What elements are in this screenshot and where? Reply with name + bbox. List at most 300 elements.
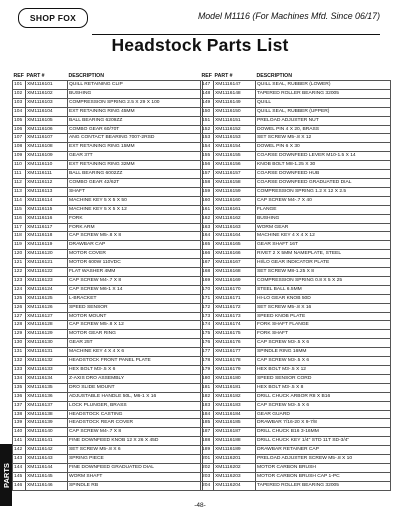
part-number-cell: XM1116103	[26, 98, 68, 107]
part-number-cell: XM1116159	[214, 187, 256, 196]
part-number-cell: XM1116158	[214, 178, 256, 187]
description-cell: TAPERED ROLLER BEARING 32005	[256, 89, 391, 98]
description-cell: DRILL CHUCK KEY 1/4" STD 11T SD-3/4"	[256, 437, 391, 446]
ref-cell: 111	[13, 170, 26, 179]
ref-cell: 119	[13, 241, 26, 250]
ref-cell: 163	[201, 223, 214, 232]
table-row	[13, 428, 203, 437]
table-row	[13, 170, 203, 179]
description-cell: GEAR 37T	[68, 152, 203, 161]
table-row	[201, 134, 391, 143]
part-number-cell: XM1116152	[214, 125, 256, 134]
ref-cell: 157	[201, 170, 214, 179]
description-cell: CAP SCREW M5-.8 X 12	[68, 321, 203, 330]
ref-cell: 165	[201, 241, 214, 250]
ref-cell: 120	[13, 250, 26, 259]
ref-cell: 175	[201, 330, 214, 339]
description-cell: CAP SCREW M5-.8 X 8	[68, 232, 203, 241]
description-cell: DRO SLIDE MOUNT	[68, 383, 203, 392]
ref-cell: 179	[201, 366, 214, 375]
table-row	[201, 383, 391, 392]
table-row	[201, 339, 391, 348]
ref-cell: 148	[201, 89, 214, 98]
ref-cell: 139	[13, 419, 26, 428]
ref-cell: 154	[201, 143, 214, 152]
part-number-cell: XM1116155	[214, 152, 256, 161]
description-cell: SPEED SENSOR	[68, 303, 203, 312]
table-row	[13, 455, 203, 464]
description-cell: QUILL	[256, 98, 391, 107]
description-cell: QUILL RETAINING CLIP	[68, 81, 203, 90]
part-number-cell: XM1116172	[214, 303, 256, 312]
part-number-cell: XM1116114	[26, 196, 68, 205]
table-row	[201, 81, 391, 90]
part-number-cell: XM1116117	[26, 223, 68, 232]
part-number-cell: XM1116119	[26, 241, 68, 250]
part-number-cell: XM1116127	[26, 312, 68, 321]
table-row	[201, 259, 391, 268]
parts-table-left	[12, 72, 203, 491]
ref-cell: 143	[13, 455, 26, 464]
table-row	[201, 366, 391, 375]
table-row	[13, 321, 203, 330]
description-cell: DRAWBAR 7/16-20 X 9-7/8	[256, 419, 391, 428]
description-cell: DRILL CHUCK B16 3-16MM	[256, 428, 391, 437]
table-row	[201, 303, 391, 312]
description-cell: HEADSTOCK FRONT PANEL PLATE	[68, 357, 203, 366]
description-cell: HEX BOLT M3-.5 X 8	[256, 383, 391, 392]
part-number-cell: XM1116184	[214, 410, 256, 419]
table-row	[201, 330, 391, 339]
ref-cell: 173	[201, 312, 214, 321]
description-cell: FINE DOWNFEED KNOB 12 X 26 X 45D	[68, 437, 203, 446]
part-number-cell: XM1116156	[214, 161, 256, 170]
part-number-cell: XM1116110	[26, 161, 68, 170]
part-number-cell: XM1116126	[26, 303, 68, 312]
description-cell: FLAT WASHER 4MM	[68, 268, 203, 277]
table-row	[201, 170, 391, 179]
part-number-cell: XM1116162	[214, 214, 256, 223]
description-column-header: DESCRIPTION	[256, 73, 292, 79]
table-row	[201, 437, 391, 446]
table-row	[201, 125, 391, 134]
description-cell: WORM GEAR	[256, 223, 391, 232]
part-number-cell: XM1116182	[214, 392, 256, 401]
description-cell: SET SCREW M5-.8 X 12	[256, 134, 391, 143]
part-number-cell: XM1116164	[214, 232, 256, 241]
description-cell: FORK SHAFT	[256, 330, 391, 339]
table-row	[13, 437, 203, 446]
part-number-cell: XM1116160	[214, 196, 256, 205]
ref-cell: 122	[13, 268, 26, 277]
table-row	[201, 98, 391, 107]
ref-cell: 124	[13, 285, 26, 294]
table-row	[13, 134, 203, 143]
table-row	[13, 250, 203, 259]
description-cell: MACHINE KEY 5 X 5 X 50	[68, 196, 203, 205]
part-number-cell: XM1116179	[214, 366, 256, 375]
table-row	[13, 285, 203, 294]
table-row	[201, 463, 391, 472]
ref-cell: 174	[201, 321, 214, 330]
description-cell: ANG CONTACT BEARING 7007-2RSD	[68, 134, 203, 143]
ref-cell: 171	[201, 294, 214, 303]
ref-cell: 184	[201, 410, 214, 419]
ref-cell: 169	[201, 276, 214, 285]
table-row	[201, 348, 391, 357]
section-tab	[0, 444, 12, 506]
description-cell: HEX BOLT M3-.5 X 12	[256, 366, 391, 375]
part-number-cell: XM1116148	[214, 89, 256, 98]
table-row	[201, 116, 391, 125]
ref-column-header: REF	[13, 73, 24, 79]
ref-cell: 109	[13, 152, 26, 161]
page-title: Headstock Parts List	[111, 35, 289, 55]
ref-cell: 151	[201, 116, 214, 125]
description-cell: MOTOR GEAR RING	[68, 330, 203, 339]
description-cell: EXT RETAINING RING 15MM	[68, 143, 203, 152]
table-row	[201, 455, 391, 464]
table-row	[201, 187, 391, 196]
part-number-cell: XM1116131	[26, 348, 68, 357]
table-row	[201, 446, 391, 455]
table-row	[13, 187, 203, 196]
description-cell: HI/LO GEAR INDICATOR PLATE	[256, 259, 391, 268]
description-cell: DOWEL PIN 6 X 30	[256, 143, 391, 152]
table-row	[201, 143, 391, 152]
part-number-cell: XM1116102	[26, 89, 68, 98]
description-cell: MACHINE KEY 4 X 4 X 12	[256, 232, 391, 241]
table-row	[13, 89, 203, 98]
part-number-cell: XM1116178	[214, 357, 256, 366]
part-number-cell: XM1116136	[26, 392, 68, 401]
table-row	[201, 410, 391, 419]
part-number-cell: XM1116165	[214, 241, 256, 250]
ref-cell: 142	[13, 446, 26, 455]
ref-cell: 125	[13, 294, 26, 303]
part-number-cell: XM1116109	[26, 152, 68, 161]
ref-cell: 159	[201, 187, 214, 196]
part-number-cell: XM1116137	[26, 401, 68, 410]
part-number-cell: XM1116145	[26, 472, 68, 481]
description-cell: L-BRACKET	[68, 294, 203, 303]
table-row	[201, 321, 391, 330]
table-row	[13, 214, 203, 223]
table-row	[13, 276, 203, 285]
description-cell: SPINDLE RB	[68, 481, 203, 490]
description-cell: BALL BEARING 6209ZZ	[68, 116, 203, 125]
description-cell: CAP SCREW M3-.5 X 6	[256, 357, 391, 366]
table-row	[13, 312, 203, 321]
ref-cell: 145	[13, 472, 26, 481]
ref-cell: 118	[13, 232, 26, 241]
description-cell: SET SCREW M8-1.25 X 8	[256, 268, 391, 277]
description-cell: CAP SCREW M4-.7 X 8	[68, 428, 203, 437]
part-number-cell: XM1116176	[214, 339, 256, 348]
table-row	[201, 178, 391, 187]
table-row	[201, 392, 391, 401]
ref-cell: 177	[201, 348, 214, 357]
table-row	[13, 107, 203, 116]
ref-cell: 144	[13, 463, 26, 472]
table-row	[13, 481, 203, 490]
part-number-cell: XM1116106	[26, 125, 68, 134]
part-number-cell: XM1116111	[26, 170, 68, 179]
table-row	[13, 152, 203, 161]
ref-cell: 181	[201, 383, 214, 392]
table-row	[13, 357, 203, 366]
description-cell: BUSHING	[68, 89, 203, 98]
ref-cell: 134	[13, 374, 26, 383]
ref-cell: 123	[13, 276, 26, 285]
ref-cell: 106	[13, 125, 26, 134]
part-number-cell: XM1116144	[26, 463, 68, 472]
ref-cell: 108	[13, 143, 26, 152]
description-cell: MACHINE KEY 4 X 4 X 6	[68, 348, 203, 357]
description-cell: MOTOR MOUNT	[68, 312, 203, 321]
ref-cell: 182	[201, 392, 214, 401]
table-row	[13, 232, 203, 241]
table-row	[201, 205, 391, 214]
part-number-cell: XM1116121	[26, 259, 68, 268]
part-number-cell: XM1116151	[214, 116, 256, 125]
description-cell: FORK SHAFT FLANGE	[256, 321, 391, 330]
ref-cell: 110	[13, 161, 26, 170]
part-number-cell: XM1116141	[26, 437, 68, 446]
ref-cell: 147	[201, 81, 214, 90]
ref-cell: 112	[13, 178, 26, 187]
table-row	[201, 285, 391, 294]
ref-cell: 152	[201, 125, 214, 134]
description-cell: MACHINE KEY 5 X 5 X 12	[68, 205, 203, 214]
table-row	[13, 294, 203, 303]
description-cell: FINE DOWNFEED GRADUATED DIAL	[68, 463, 203, 472]
ref-cell: 104	[13, 107, 26, 116]
part-number-cell: XM1116170	[214, 285, 256, 294]
part-number-cell: XM1116189	[214, 446, 256, 455]
part-number-cell: XM1116166	[214, 250, 256, 259]
part-number-cell: XM1116174	[214, 321, 256, 330]
table-row	[13, 205, 203, 214]
description-column-header: DESCRIPTION	[68, 73, 104, 79]
logo-text: SHOP FOX	[29, 13, 77, 23]
table-row	[13, 330, 203, 339]
ref-cell: 167	[201, 259, 214, 268]
ref-cell: 164	[201, 232, 214, 241]
description-cell: COMPRESSION SPRING 2.5 X 29 X 100	[68, 98, 203, 107]
part-column-header: PART #	[26, 73, 45, 79]
part-number-cell: XM1116143	[26, 455, 68, 464]
description-cell: ADJUSTABLE HANDLE 50L, M6-1 X 16	[68, 392, 203, 401]
description-cell: SPEED KNOB PLATE	[256, 312, 391, 321]
part-number-cell: XM1116105	[26, 116, 68, 125]
description-cell: COARSE DOWNFEED HUB	[256, 170, 391, 179]
table-row	[201, 89, 391, 98]
table-row	[201, 419, 391, 428]
table-row	[13, 472, 203, 481]
table-row	[13, 161, 203, 170]
ref-cell: 140	[13, 428, 26, 437]
ref-cell: 126	[13, 303, 26, 312]
page-header	[0, 8, 400, 28]
parts-table-right	[200, 72, 391, 491]
table-row	[13, 463, 203, 472]
table-row	[13, 178, 203, 187]
ref-cell: 162	[201, 214, 214, 223]
ref-cell: 121	[13, 259, 26, 268]
ref-cell: 102	[13, 89, 26, 98]
description-cell: EXT RETAINING RING 45MM	[68, 107, 203, 116]
part-number-cell: XM1116138	[26, 410, 68, 419]
description-cell: SPRING PIECE	[68, 455, 203, 464]
table-row	[13, 339, 203, 348]
part-number-cell: XM1116116	[26, 214, 68, 223]
part-number-cell: XM1116203	[214, 472, 256, 481]
part-number-cell: XM1116154	[214, 143, 256, 152]
part-number-cell: XM1116135	[26, 383, 68, 392]
description-cell: TAPERED ROLLER BEARING 32005	[256, 481, 391, 490]
ref-column-header: REF	[201, 73, 212, 79]
model-label: Model M1116 (For Machines Mfd. Since 06/17)	[197, 11, 380, 21]
ref-cell: 105	[13, 116, 26, 125]
ref-cell: 127	[13, 312, 26, 321]
description-cell: PRELOAD ADJUSTER SCREW M5-.8 X 10	[256, 455, 391, 464]
ref-cell: 113	[13, 187, 26, 196]
ref-cell: 187	[201, 428, 214, 437]
description-cell: PRELOAD ADJUSTER NUT	[256, 116, 391, 125]
part-number-cell: XM1116128	[26, 321, 68, 330]
ref-cell: 178	[201, 357, 214, 366]
description-cell: CAP SCREW M3-.5 X 6	[256, 339, 391, 348]
description-cell: HEX BOLT M3-.5 X 6	[68, 366, 203, 375]
ref-cell: 155	[201, 152, 214, 161]
table-row	[13, 383, 203, 392]
table-row	[13, 116, 203, 125]
ref-cell: 183	[201, 401, 214, 410]
part-number-cell: XM1116161	[214, 205, 256, 214]
description-cell: HI-LO GEAR KNOB 50D	[256, 294, 391, 303]
part-number-cell: XM1116132	[26, 357, 68, 366]
part-number-cell: XM1116167	[214, 259, 256, 268]
ref-cell: 166	[201, 250, 214, 259]
description-cell: MOTOR CARBON BRUSH	[256, 463, 391, 472]
table-row	[201, 232, 391, 241]
part-number-cell: XM1116171	[214, 294, 256, 303]
ref-cell: 153	[201, 134, 214, 143]
part-number-cell: XM1116163	[214, 223, 256, 232]
part-number-cell: XM1116147	[214, 81, 256, 90]
description-cell: COARSE DOWNFEED GRADUATED DIAL	[256, 178, 391, 187]
description-cell: GEAR SHAFT 16T	[256, 241, 391, 250]
part-number-cell: XM1116185	[214, 419, 256, 428]
section-tab-label: PARTS	[1, 462, 11, 488]
table-row	[13, 241, 203, 250]
table-row	[13, 366, 203, 375]
ref-cell: 129	[13, 330, 26, 339]
table-row	[13, 125, 203, 134]
description-cell: Z-AXIS DRO ASSEMBLY	[68, 374, 203, 383]
part-number-cell: XM1116153	[214, 134, 256, 143]
ref-cell: 149	[201, 98, 214, 107]
table-row	[201, 401, 391, 410]
description-cell: RIVET 2 X 5MM NAMEPLATE, STEEL	[256, 250, 391, 259]
brand-logo	[18, 8, 88, 28]
ref-cell: 137	[13, 401, 26, 410]
table-row	[13, 419, 203, 428]
description-cell: BUSHING	[256, 214, 391, 223]
part-number-cell: XM1116188	[214, 437, 256, 446]
table-row	[201, 161, 391, 170]
ref-cell: 160	[201, 196, 214, 205]
ref-cell: 203	[201, 472, 214, 481]
table-row	[201, 268, 391, 277]
ref-cell: 128	[13, 321, 26, 330]
table-row	[201, 214, 391, 223]
table-row	[13, 196, 203, 205]
part-number-cell: XM1116125	[26, 294, 68, 303]
ref-cell: 114	[13, 196, 26, 205]
ref-cell: 130	[13, 339, 26, 348]
ref-cell: 133	[13, 366, 26, 375]
ref-cell: 138	[13, 410, 26, 419]
description-cell: EXT RETAINING RING 32MM	[68, 161, 203, 170]
part-number-cell: XM1116204	[214, 481, 256, 490]
part-number-cell: XM1116124	[26, 285, 68, 294]
part-number-cell: XM1116122	[26, 268, 68, 277]
description-cell: DRAWBAR CAP	[68, 241, 203, 250]
part-number-cell: XM1116139	[26, 419, 68, 428]
ref-cell: 131	[13, 348, 26, 357]
table-row	[13, 259, 203, 268]
ref-cell: 101	[13, 81, 26, 90]
part-number-cell: XM1116129	[26, 330, 68, 339]
part-number-cell: XM1116169	[214, 276, 256, 285]
ref-cell: 107	[13, 134, 26, 143]
part-number-cell: XM1116107	[26, 134, 68, 143]
description-cell: GEAR 25T	[68, 339, 203, 348]
ref-cell: 115	[13, 205, 26, 214]
ref-cell: 141	[13, 437, 26, 446]
ref-cell: 202	[201, 463, 214, 472]
ref-cell: 132	[13, 357, 26, 366]
table-row	[13, 392, 203, 401]
table-row	[13, 446, 203, 455]
description-cell: COARSE DOWNFEED LEVER M10-1.5 X 14	[256, 152, 391, 161]
part-number-cell: XM1116130	[26, 339, 68, 348]
ref-cell: 146	[13, 481, 26, 490]
description-cell: COMBO GEAR 42/62T	[68, 178, 203, 187]
part-number-cell: XM1116173	[214, 312, 256, 321]
part-number-cell: XM1116112	[26, 178, 68, 187]
table-row	[201, 250, 391, 259]
part-number-cell: XM1116202	[214, 463, 256, 472]
ref-cell: 103	[13, 98, 26, 107]
table-row	[201, 152, 391, 161]
description-cell: QUILL SEAL, RUBBER (LOWER)	[256, 81, 391, 90]
part-number-cell: XM1116177	[214, 348, 256, 357]
description-cell: FORK	[68, 214, 203, 223]
ref-cell: 116	[13, 214, 26, 223]
table-row	[201, 481, 391, 490]
table-row	[201, 374, 391, 383]
table-row	[13, 223, 203, 232]
table-row	[13, 348, 203, 357]
table-row	[201, 312, 391, 321]
ref-cell: 176	[201, 339, 214, 348]
table-header-row	[201, 72, 391, 81]
description-cell: FLANGE	[256, 205, 391, 214]
ref-cell: 204	[201, 481, 214, 490]
